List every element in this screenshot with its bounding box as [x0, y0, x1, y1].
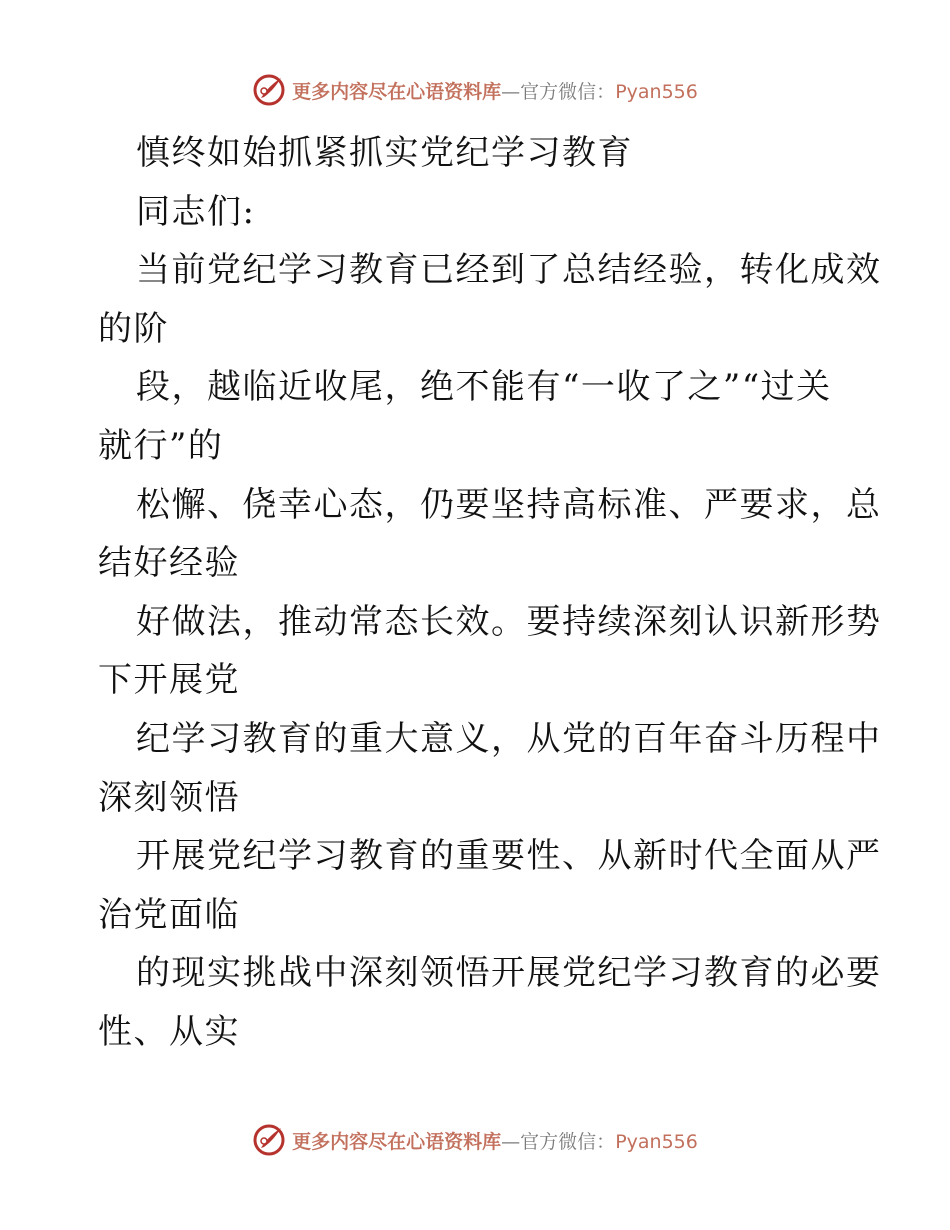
footer-banner-title: 更多内容尽在心语资料库	[292, 1130, 502, 1153]
header-banner-wechat-id: Pyan556	[615, 80, 698, 103]
header-banner-title: 更多内容尽在心语资料库	[292, 80, 502, 103]
footer-banner-dash: —	[501, 1130, 521, 1153]
paragraph-line-wrap: 就行”的	[98, 425, 224, 466]
paragraph-line-wrap: 的阶	[98, 308, 169, 349]
paragraph-line-wrap: 性、从实	[98, 1011, 240, 1052]
paragraph-line-wrap: 治党面临	[98, 894, 240, 935]
paragraph-line: 开展党纪学习教育的重要性、从新时代全面从严	[136, 836, 882, 877]
header-banner	[0, 70, 950, 110]
paragraph-line: 段，越临近收尾，绝不能有“一收了之”“过关	[136, 367, 832, 408]
document-title: 慎终如始抓紧抓实党纪学习教育	[136, 133, 633, 173]
paragraph-line-wrap: 结好经验	[98, 543, 240, 584]
footer-banner-text	[292, 1127, 698, 1154]
paragraph-line-wrap: 深刻领悟	[98, 777, 240, 818]
header-banner-dash: —	[501, 80, 521, 103]
footer-banner-wechat-id: Pyan556	[615, 1130, 698, 1153]
salutation: 同志们:	[136, 191, 256, 232]
paragraph-line: 松懈、侥幸心态，仍要坚持高标准、严要求，总	[136, 484, 882, 525]
footer-banner	[0, 1120, 950, 1160]
quill-logo-icon	[252, 1123, 286, 1157]
footer-banner-wechat-label: 官方微信：	[520, 1130, 616, 1153]
header-banner-text	[292, 77, 698, 104]
paragraph-line-wrap: 下开展党	[98, 660, 240, 701]
header-banner-wechat-label: 官方微信：	[520, 80, 616, 103]
paragraph-line: 的现实挑战中深刻领悟开展党纪学习教育的必要	[136, 953, 882, 994]
paragraph-line: 好做法，推动常态长效。要持续深刻认识新形势	[136, 601, 882, 642]
document-body	[98, 124, 882, 1062]
paragraph-line: 纪学习教育的重大意义，从党的百年奋斗历程中	[136, 718, 882, 759]
paragraph-line: 当前党纪学习教育已经到了总结经验，转化成效	[136, 250, 882, 291]
quill-logo-icon	[252, 73, 286, 107]
